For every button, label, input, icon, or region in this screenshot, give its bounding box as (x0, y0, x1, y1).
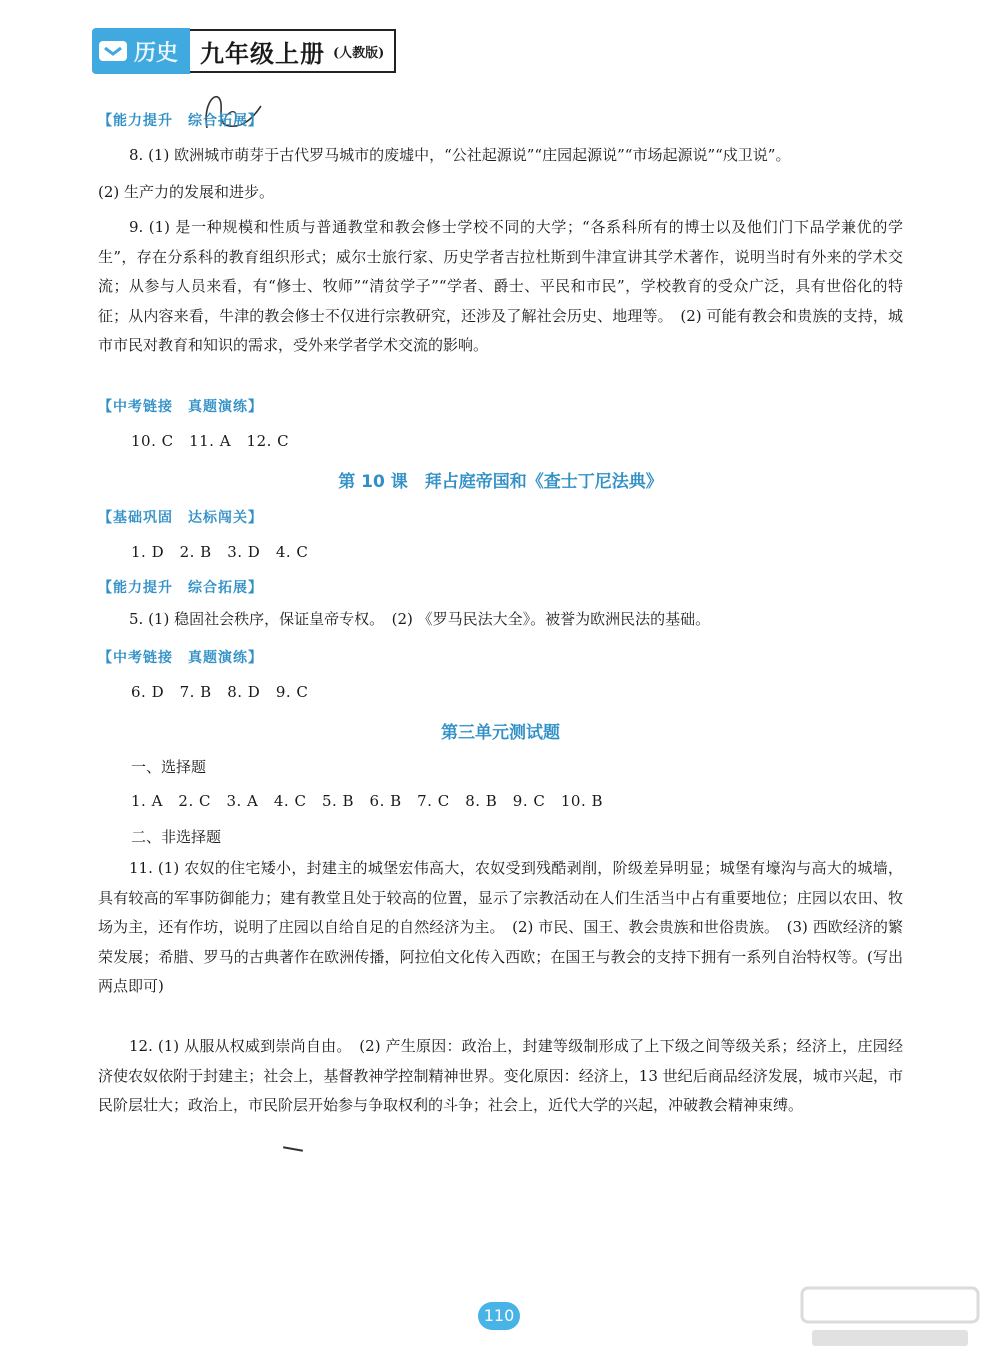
section-heading: 【基础巩固 达标闯关】 (98, 510, 263, 526)
book-icon (98, 38, 128, 64)
answer-paragraph: (2) 生产力的发展和进步。 (98, 183, 275, 201)
page-number: 110 (478, 1302, 520, 1330)
subject-badge (92, 28, 190, 74)
answer-paragraph: 5. (1) 稳固社会秩序，保证皇帝专权。 (2) 《罗马民法大全》。被誉为欧洲民法的基础。 (129, 610, 711, 628)
section-heading: 【中考链接 真题演练】 (98, 650, 263, 666)
part-heading: 二、非选择题 (131, 828, 222, 846)
answer-line: 1. D 2. B 3. D 4. C (131, 543, 309, 561)
answer-paragraph: 9. (1) 是一种规模和性质与普通教堂和教会修士学校不同的大学；“各系科所有的博士以及他们门下品学兼优的学生”，存在分系科的教育组织形式；威尔士旅行家、历史学者吉拉杜斯到牛津宣讲其学术著作，说明当时有外来的学术交流；从参与人员来看，有“修士、牧师”“清贫学子”“学者、爵士、平民和市民”，学校教育的受众广泛，具有世俗化的特征；从内容来看，牛津的教会修士不仅进行宗教研究，还涉及了解社会历史、地理等。 (2) 可能有教会和贵族的支持，城市市民对教育和知识的需求，受外来学者学术交流的影响。 (98, 218, 903, 354)
answer-line: 1. A 2. C 3. A 4. C 5. B 6. B 7. C 8. B 9. C 10. B (131, 792, 604, 810)
watermark-logo (800, 1284, 980, 1352)
section-heading: 【能力提升 综合拓展】 (98, 113, 263, 129)
part-heading: 一、选择题 (131, 758, 207, 776)
answer-paragraph: 8. (1) 欧洲城市萌芽于古代罗马城市的废墟中，“公社起源说”“庄园起源说”“市场起源说”“戍卫说”。 (129, 146, 791, 164)
answer-paragraph: 11. (1) 农奴的住宅矮小，封建主的城堡宏伟高大，农奴受到残酷剥削，阶级差异明显；城堡有壕沟与高大的城墙，具有较高的军事防御能力；建有教堂且处于较高的位置，显示了宗教活动在人们生活当中占有重要地位；庄园以农田、牧场为主，还有作坊，说明了庄园以自给自足的自然经济为主。 (2) 市民、国王、教会贵族和世俗贵族。 (3) 西欧经济的繁荣发展；希腊、罗马的古典著作在欧洲传播，阿拉伯文化传入西欧；在国王与教会的支持下拥有一系列自治特权等。(写出两点即可) (98, 859, 903, 995)
grade-box (190, 29, 396, 73)
unit-title: 第三单元测试题 (441, 723, 560, 743)
edition-label: (人教版) (333, 45, 385, 61)
page-header (92, 28, 396, 74)
grade-label: 九年级上册 (200, 38, 325, 68)
section-heading: 【中考链接 真题演练】 (98, 399, 263, 415)
pen-mark (283, 1146, 303, 1151)
answer-line: 10. C 11. A 12. C (131, 432, 290, 450)
section-heading: 【能力提升 综合拓展】 (98, 580, 263, 596)
answer-paragraph: 12. (1) 从服从权威到崇尚自由。 (2) 产生原因：政治上，封建等级制形成了上下级之间等级关系；经济上，庄园经济使农奴依附于封建主；社会上，基督教神学控制精神世界。变化原因：经济上，13 世纪后商品经济发展，城市兴起，市民阶层壮大；政治上，市民阶层开始参与争取权利的斗争；社会上，近代大学的兴起，冲破教会精神束缚。 (98, 1037, 903, 1114)
subject-label: 历史 (134, 40, 179, 66)
answer-line: 6. D 7. B 8. D 9. C (131, 683, 309, 701)
lesson-title: 第 10 课 拜占庭帝国和《查士丁尼法典》 (338, 472, 663, 492)
